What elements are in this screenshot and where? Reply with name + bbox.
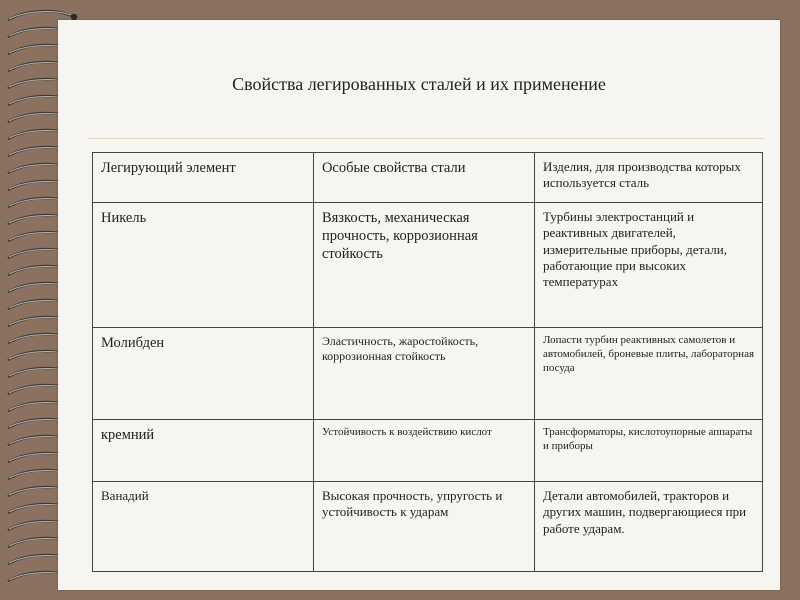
- cell-element: Молибден: [93, 328, 314, 420]
- cell-properties: Эластичность, жаростойкость, коррозионная стойкость: [313, 328, 534, 420]
- cell-properties: Высокая прочность, упругость и устойчивость к ударам: [313, 482, 534, 572]
- table-row: [93, 420, 763, 482]
- header-products: Изделия, для производства которых используется сталь: [534, 153, 762, 203]
- divider: [88, 138, 764, 139]
- cell-element: кремний: [93, 420, 314, 482]
- table-row: [93, 203, 763, 328]
- header-element: Легирующий элемент: [93, 153, 314, 203]
- cell-products: Турбины электростанций и реактивных двигателей, измерительные приборы, детали, работающие при высоких температурах: [534, 203, 762, 328]
- cell-element: Ванадий: [93, 482, 314, 572]
- cell-properties: Вязкость, механическая прочность, коррозионная стойкость: [313, 203, 534, 328]
- header-properties: Особые свойства стали: [313, 153, 534, 203]
- table-row: [93, 482, 763, 572]
- table-header-row: [93, 153, 763, 203]
- page-title: Свойства легированных сталей и их применение: [232, 74, 606, 94]
- table-row: [93, 328, 763, 420]
- cell-properties: Устойчивость к воздействию кислот: [313, 420, 534, 482]
- cell-element: Никель: [93, 203, 314, 328]
- steel-properties-table: [92, 152, 763, 572]
- cell-products: Трансформаторы, кислотоупорные аппараты и приборы: [534, 420, 762, 482]
- cell-products: Лопасти турбин реактивных самолетов и автомобилей, броневые плиты, лабораторная посуда: [534, 328, 762, 420]
- cell-products: Детали автомобилей, тракторов и других машин, подвергающиеся при работе ударам.: [534, 482, 762, 572]
